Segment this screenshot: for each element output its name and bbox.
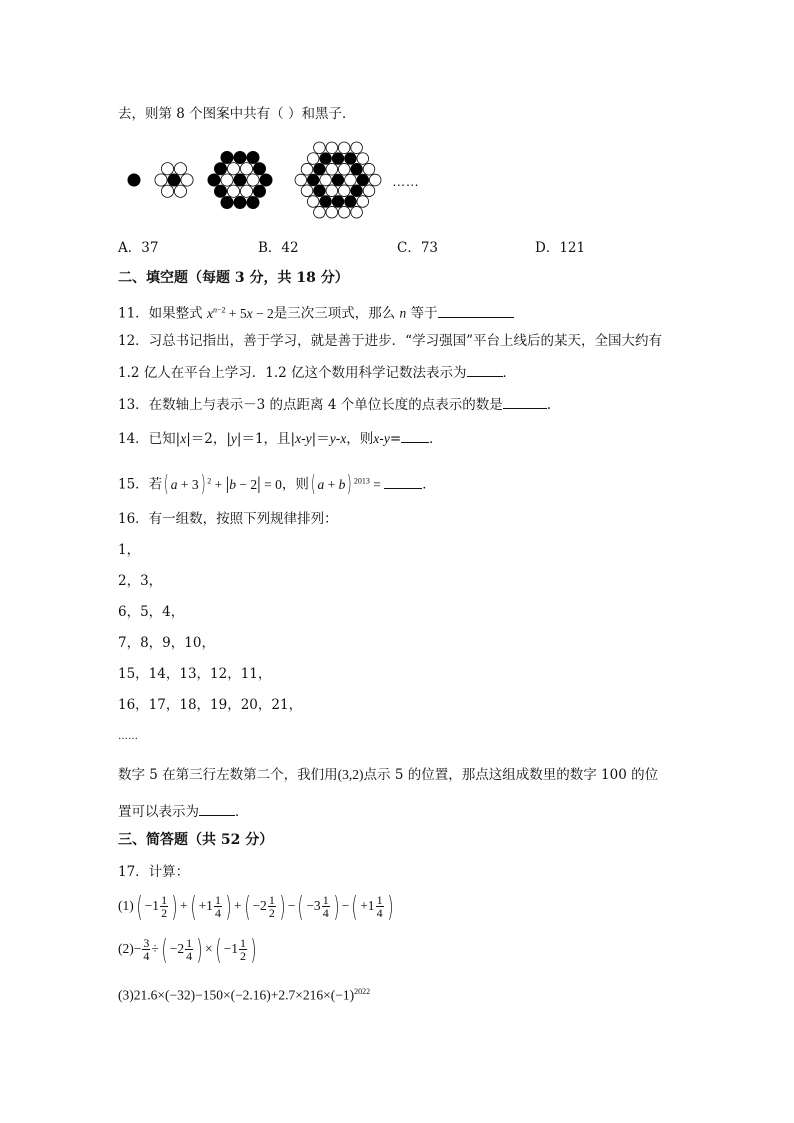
- q14-answer-blank[interactable]: [401, 430, 429, 443]
- white-dot: [338, 185, 350, 197]
- q11-answer-blank[interactable]: [438, 305, 514, 318]
- q15-answer-blank[interactable]: [384, 476, 422, 489]
- sequence-row-6: 16，17，18，19，20，21，: [118, 697, 303, 713]
- black-dot: [351, 185, 363, 197]
- white-dot: [357, 196, 369, 208]
- white-dot: [363, 163, 375, 175]
- white-dot: [295, 174, 307, 186]
- white-dot: [247, 174, 259, 186]
- white-dot: [338, 142, 350, 154]
- coord-3-2: (3,2): [337, 767, 364, 782]
- q15-expression: ( a + b) $^{2013}$ =: [310, 472, 385, 498]
- black-dot: [168, 174, 180, 186]
- black-dot: [247, 196, 259, 208]
- black-dot: [260, 174, 272, 186]
- white-dot: [320, 174, 332, 186]
- q12-answer-blank[interactable]: [467, 364, 503, 377]
- white-dot: [174, 185, 186, 197]
- sequence-row-5: 15，14，13，12，11，: [118, 666, 272, 682]
- white-dot: [227, 185, 239, 197]
- q17-part3: $(3)21.6\times(-32)-150\times(-2.16)+2.7\times 216\times(-1)^{2022}$: [118, 987, 371, 1003]
- white-dot: [221, 174, 233, 186]
- white-dot: [314, 206, 326, 218]
- sequence-row-1: 1，: [118, 542, 141, 558]
- white-dot: [301, 163, 313, 175]
- q15: 15．若( a + 3) $^2$ + |b − 2| = 0，则( a + b) $^{2013}$ = ．: [118, 472, 436, 498]
- sequence-ellipsis: ……: [118, 731, 138, 742]
- sequence-row-4: 7，8，9，10，: [118, 635, 215, 651]
- q16-description: 数字 5 在第三行左数第二个，我们用(3,2)点示 5 的位置，那点这组成数里的数字 100 的位: [118, 767, 659, 783]
- q13-answer-blank[interactable]: [503, 396, 547, 409]
- q11: 11．如果整式 $x^{n-2} + 5x - 2$是三次三项式，那么 n 等于: [118, 302, 514, 322]
- white-dot: [338, 206, 350, 218]
- black-dot: [253, 185, 265, 197]
- black-dot: [247, 151, 259, 163]
- black-dot: [234, 174, 246, 186]
- black-dot: [208, 174, 220, 186]
- q17-part1: (1)( −1 $\frac{1}{2}$ ) +( +1 $\frac{1}{4}$ ) +( −2 $\frac{1}{2}$ ) −( −3 $\frac{1}{4}$ ) −( +1 $\frac{1}{4}$ ): [118, 889, 394, 923]
- white-dot: [240, 163, 252, 175]
- black-dot: [332, 153, 344, 165]
- white-dot: [301, 185, 313, 197]
- black-dot: [320, 153, 332, 165]
- black-dot: [320, 196, 332, 208]
- black-dot: [351, 163, 363, 175]
- white-dot: [307, 153, 319, 165]
- white-dot: [369, 174, 381, 186]
- white-dot: [227, 163, 239, 175]
- black-dot: [221, 151, 233, 163]
- q17-part2: (2)− $\frac{3}{4}$ ÷( −2 $\frac{1}{4}$ ) ×( −1 $\frac{1}{2}$ ): [118, 932, 257, 966]
- black-dot: [221, 196, 233, 208]
- black-dot: [332, 174, 344, 186]
- black-dot: [345, 196, 357, 208]
- sequence-row-2: 2，3，: [118, 573, 163, 589]
- black-dot: [314, 185, 326, 197]
- dot-pattern-figure: [120, 135, 420, 225]
- white-dot: [326, 142, 338, 154]
- black-dot: [314, 163, 326, 175]
- white-dot: [155, 174, 167, 186]
- white-dot: [351, 142, 363, 154]
- black-dot: [234, 196, 246, 208]
- q12-line2: 1.2 亿人在平台上学习．1.2 亿这个数用科学记数法表示为 ．: [118, 365, 517, 381]
- white-dot: [338, 163, 350, 175]
- sequence-row-3: 6，5，4，: [118, 604, 185, 620]
- option-d[interactable]: D．121: [535, 240, 586, 256]
- section-2-heading: 二、填空题（每题 3 分，共 18 分）: [118, 270, 349, 286]
- white-dot: [307, 196, 319, 208]
- white-dot: [314, 142, 326, 154]
- black-dot: [214, 163, 226, 175]
- black-dot: [214, 185, 226, 197]
- q15-condition: ( a + 3) $^2$ + |b − 2| = 0: [164, 472, 282, 498]
- q11-polynomial: $x^{n-2} + 5x - 2$: [206, 305, 274, 321]
- white-dot: [326, 185, 338, 197]
- white-dot: [326, 163, 338, 175]
- black-dot: [307, 174, 319, 186]
- black-dot: [357, 174, 369, 186]
- white-dot: [363, 185, 375, 197]
- q14: 14．已知|x|＝2，|y|＝1，且|x-y|＝y-x，则x-y= ．: [118, 431, 443, 447]
- option-c[interactable]: C．73: [397, 240, 439, 256]
- black-dot: [332, 196, 344, 208]
- q10-stem-tail: 去，则第 8 个图案中共有（ ）和黑子．: [118, 106, 356, 122]
- white-dot: [174, 163, 186, 175]
- black-dot: [128, 174, 140, 186]
- q16-stem: 16．有一组数，按照下列规律排列：: [118, 511, 338, 527]
- section-3-heading: 三、简答题（共 52 分）: [118, 832, 274, 848]
- black-dot: [253, 163, 265, 175]
- q16-answer-blank[interactable]: [199, 803, 235, 816]
- white-dot: [161, 185, 173, 197]
- q12-line1: 12．习总书记指出，善于学习，就是善于进步．“学习强国”平台上线后的某天，全国大约有: [118, 333, 662, 349]
- option-a[interactable]: A．37: [118, 240, 159, 256]
- white-dot: [357, 153, 369, 165]
- q17-stem: 17．计算：: [118, 864, 190, 880]
- q16-line2: 置可以表示为 ．: [118, 804, 249, 820]
- white-dot: [161, 163, 173, 175]
- white-dot: [351, 206, 363, 218]
- q13: 13．在数轴上与表示－3 的点距离 4 个单位长度的点表示的数是 .: [118, 397, 552, 413]
- white-dot: [240, 185, 252, 197]
- black-dot: [234, 151, 246, 163]
- pattern-ellipsis: ……: [392, 174, 419, 189]
- white-dot: [181, 174, 193, 186]
- black-dot: [345, 153, 357, 165]
- white-dot: [326, 206, 338, 218]
- white-dot: [345, 174, 357, 186]
- option-b[interactable]: B．42: [258, 240, 299, 256]
